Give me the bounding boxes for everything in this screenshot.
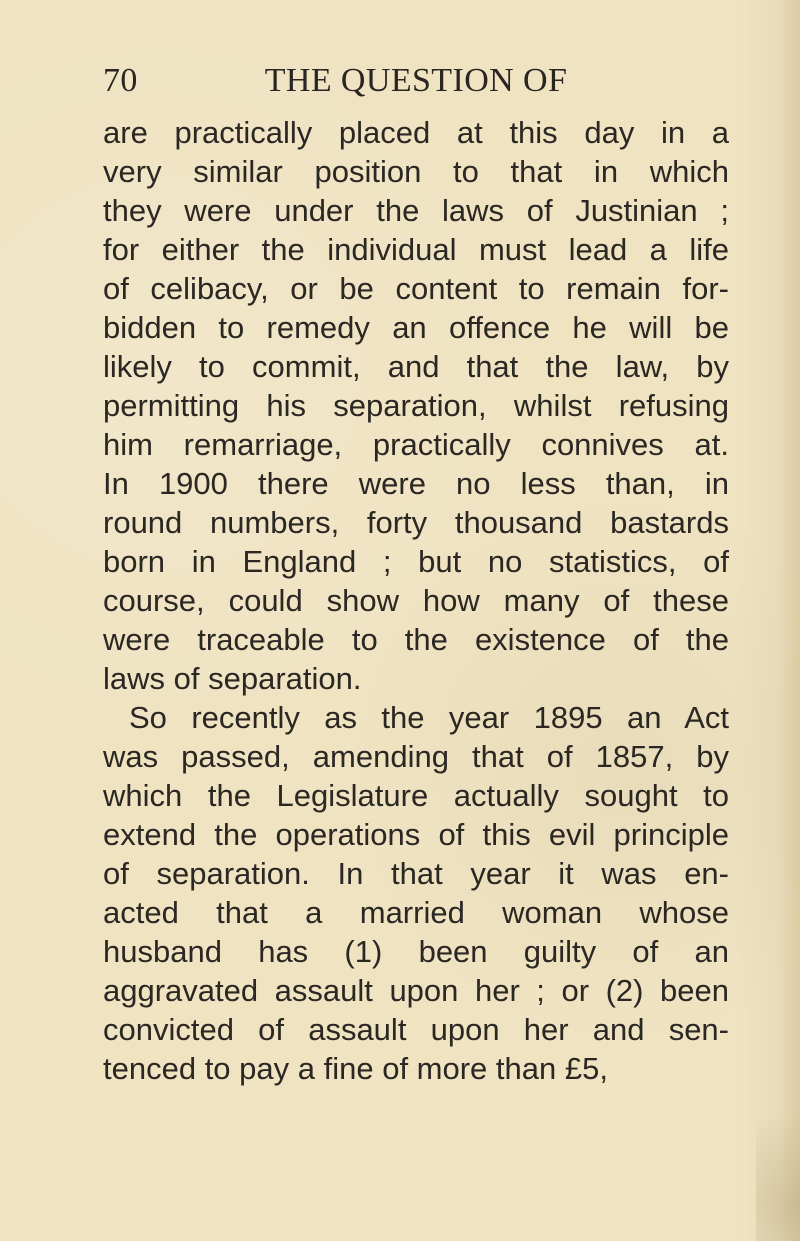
text-line-3: they were under the laws of Justinian ; — [103, 193, 729, 228]
text-line-10: In 1900 there were no less than, in — [103, 466, 729, 501]
text-line-2: very similar position to that in which — [103, 154, 729, 189]
text-line-7: likely to commit, and that the law, by — [103, 349, 729, 384]
page-edge-shadow — [778, 0, 800, 1241]
text-line-12: born in England ; but no statistics, of — [103, 544, 729, 579]
paper-stain — [756, 1061, 800, 1241]
text-line-23: aggravated assault upon her ; or (2) been — [103, 973, 729, 1008]
page-header — [103, 62, 729, 102]
running-title: THE QUESTION OF — [264, 62, 568, 99]
text-line-22: husband has (1) been guilty of an — [103, 934, 729, 969]
text-line-19: extend the operations of this evil principle — [103, 817, 729, 852]
text-line-6: bidden to remedy an offence he will be — [103, 310, 729, 345]
text-line-14: were traceable to the existence of the — [103, 622, 729, 657]
text-line-11: round numbers, forty thousand bastards — [103, 505, 729, 540]
text-line-25: tenced to pay a fine of more than £5, — [103, 1051, 608, 1086]
text-line-24: convicted of assault upon her and sen- — [103, 1012, 729, 1047]
text-line-15: laws of separation. — [103, 661, 362, 696]
text-line-13: course, could show how many of these — [103, 583, 729, 618]
text-line-1: are practically placed at this day in a — [103, 115, 729, 150]
text-line-16: So recently as the year 1895 an Act — [129, 700, 729, 735]
text-line-8: permitting his separation, whilst refusing — [103, 388, 729, 423]
text-line-17: was passed, amending that of 1857, by — [103, 739, 729, 774]
page-number: 70 — [103, 62, 138, 99]
body-text — [103, 113, 729, 1088]
text-line-4: for either the individual must lead a life — [103, 232, 729, 267]
text-line-18: which the Legislature actually sought to — [103, 778, 729, 813]
text-line-9: him remarriage, practically connives at. — [103, 427, 729, 462]
text-line-5: of celibacy, or be content to remain for- — [103, 271, 729, 306]
text-line-21: acted that a married woman whose — [103, 895, 729, 930]
text-line-20: of separation. In that year it was en- — [103, 856, 729, 891]
